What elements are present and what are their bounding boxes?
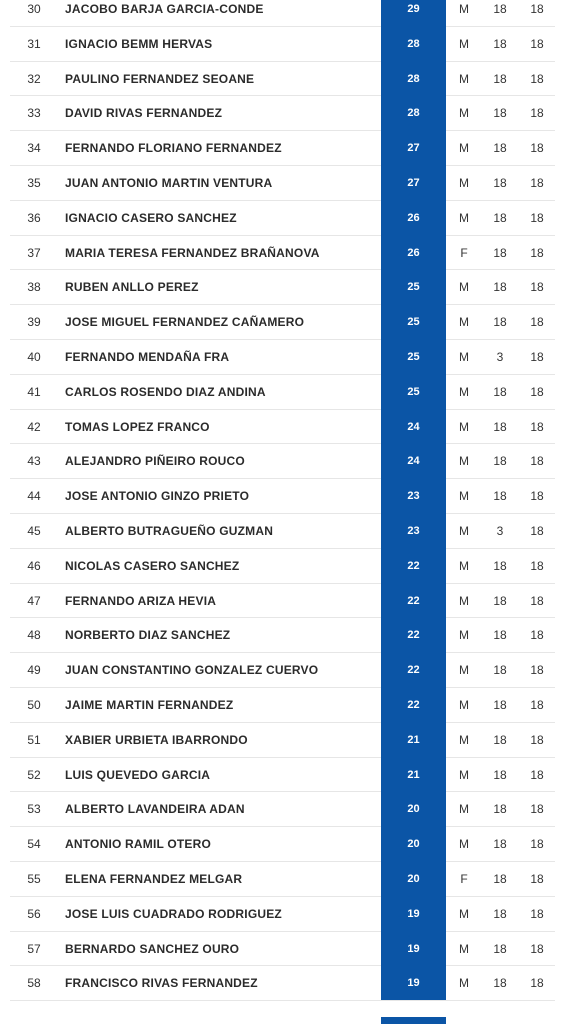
points-cell: 28 [381, 96, 446, 131]
player-name-cell: IGNACIO BEMM HERVAS [65, 36, 213, 51]
stat-b-cell: 18 [530, 106, 544, 121]
points-cell: 20 [381, 862, 446, 897]
stat-a-cell: 18 [493, 384, 507, 399]
position-cell: 58 [27, 976, 41, 991]
position-cell: 46 [27, 558, 41, 573]
position-cell: 35 [27, 175, 41, 190]
stat-b-cell: 18 [530, 36, 544, 51]
gender-cell: M [459, 941, 469, 956]
player-name-cell: JOSE LUIS CUADRADO RODRIGUEZ [65, 906, 282, 921]
gender-cell: M [459, 593, 469, 608]
position-cell: 49 [27, 663, 41, 678]
stat-a-cell: 3 [496, 523, 504, 538]
gender-cell: M [459, 767, 469, 782]
gender-cell: M [459, 71, 469, 86]
stat-a-cell: 18 [493, 106, 507, 121]
player-name-cell: FRANCISCO RIVAS FERNANDEZ [65, 976, 258, 991]
points-cell: 27 [381, 166, 446, 201]
points-cell: 22 [381, 584, 446, 619]
points-cell: 25 [381, 375, 446, 410]
stat-b-cell: 18 [530, 489, 544, 504]
table-row[interactable] [0, 0, 565, 27]
stat-b-cell: 18 [530, 558, 544, 573]
gender-cell: M [459, 175, 469, 190]
gender-cell: M [459, 315, 469, 330]
stat-a-cell: 18 [493, 906, 507, 921]
stat-a-cell: 18 [493, 280, 507, 295]
stat-b-cell: 18 [530, 175, 544, 190]
player-name-cell: FERNANDO ARIZA HEVIA [65, 593, 217, 608]
player-name-cell: ELENA FERNANDEZ MELGAR [65, 871, 243, 886]
stat-a-cell: 18 [493, 36, 507, 51]
table-row[interactable] [0, 201, 565, 236]
stat-a-cell: 18 [493, 419, 507, 434]
table-row[interactable] [0, 932, 565, 967]
position-cell: 32 [27, 71, 41, 86]
position-cell: 50 [27, 697, 41, 712]
table-row[interactable] [0, 584, 565, 619]
player-name-cell: ALBERTO BUTRAGUEÑO GUZMAN [65, 523, 274, 538]
points-cell: 25 [381, 305, 446, 340]
stat-a-cell: 18 [493, 2, 507, 16]
gender-cell: M [459, 489, 469, 504]
stat-b-cell: 18 [530, 941, 544, 956]
position-cell: 51 [27, 732, 41, 747]
stat-b-cell: 18 [530, 245, 544, 260]
player-name-cell: JAIME MARTIN FERNANDEZ [65, 697, 234, 712]
stat-a-cell: 18 [493, 663, 507, 678]
position-cell: 54 [27, 837, 41, 852]
stat-a-cell: 18 [493, 802, 507, 817]
points-cell: 19 [381, 932, 446, 967]
stat-b-cell: 18 [530, 280, 544, 295]
stat-b-cell: 18 [530, 837, 544, 852]
gender-cell: M [459, 906, 469, 921]
position-cell: 55 [27, 871, 41, 886]
stat-b-cell: 18 [530, 210, 544, 225]
stat-a-cell: 18 [493, 732, 507, 747]
position-cell: 37 [27, 245, 41, 260]
gender-cell: M [459, 384, 469, 399]
stat-a-cell: 18 [493, 837, 507, 852]
gender-cell: M [459, 732, 469, 747]
points-cell: 23 [381, 514, 446, 549]
stat-b-cell: 18 [530, 628, 544, 643]
stat-b-cell: 18 [530, 349, 544, 364]
stat-a-cell: 18 [493, 697, 507, 712]
player-name-cell: JOSE MIGUEL FERNANDEZ CAÑAMERO [65, 315, 305, 330]
position-cell: 33 [27, 106, 41, 121]
gender-cell: M [459, 802, 469, 817]
player-name-cell: CARLOS ROSENDO DIAZ ANDINA [65, 384, 266, 399]
points-column-tail [381, 1017, 446, 1024]
position-cell: 44 [27, 489, 41, 504]
table-row[interactable] [0, 723, 565, 758]
player-name-cell: FERNANDO FLORIANO FERNANDEZ [65, 141, 282, 156]
points-cell: 24 [381, 410, 446, 445]
gender-cell: M [459, 976, 469, 991]
player-name-cell: NICOLAS CASERO SANCHEZ [65, 558, 240, 573]
stat-a-cell: 18 [493, 454, 507, 469]
stat-b-cell: 18 [530, 315, 544, 330]
position-cell: 57 [27, 941, 41, 956]
table-row[interactable] [0, 96, 565, 131]
stat-a-cell: 18 [493, 141, 507, 156]
points-cell: 21 [381, 758, 446, 793]
stat-b-cell: 18 [530, 871, 544, 886]
points-cell: 27 [381, 131, 446, 166]
gender-cell: F [460, 871, 468, 886]
table-row[interactable] [0, 966, 565, 1001]
table-row[interactable] [0, 62, 565, 97]
stat-b-cell: 18 [530, 906, 544, 921]
table-row[interactable] [0, 270, 565, 305]
points-cell: 26 [381, 236, 446, 271]
position-cell: 56 [27, 906, 41, 921]
player-name-cell: NORBERTO DIAZ SANCHEZ [65, 628, 231, 643]
gender-cell: M [459, 419, 469, 434]
points-cell: 22 [381, 618, 446, 653]
stat-a-cell: 18 [493, 175, 507, 190]
stat-b-cell: 18 [530, 454, 544, 469]
gender-cell: M [459, 697, 469, 712]
points-cell: 28 [381, 27, 446, 62]
stat-b-cell: 18 [530, 71, 544, 86]
table-row[interactable] [0, 514, 565, 549]
position-cell: 42 [27, 419, 41, 434]
points-cell: 25 [381, 340, 446, 375]
player-name-cell: JACOBO BARJA GARCIA-CONDE [65, 2, 264, 16]
position-cell: 41 [27, 384, 41, 399]
stat-a-cell: 18 [493, 245, 507, 260]
player-name-cell: ALBERTO LAVANDEIRA ADAN [65, 802, 245, 817]
gender-cell: M [459, 106, 469, 121]
gender-cell: M [459, 837, 469, 852]
stat-b-cell: 18 [530, 802, 544, 817]
points-cell: 22 [381, 688, 446, 723]
position-cell: 45 [27, 523, 41, 538]
stat-b-cell: 18 [530, 767, 544, 782]
player-name-cell: JUAN ANTONIO MARTIN VENTURA [65, 175, 273, 190]
position-cell: 36 [27, 210, 41, 225]
table-row[interactable] [0, 618, 565, 653]
stat-a-cell: 3 [496, 349, 504, 364]
table-row[interactable] [0, 758, 565, 793]
table-row[interactable] [0, 27, 565, 62]
stat-b-cell: 18 [530, 697, 544, 712]
player-name-cell: IGNACIO CASERO SANCHEZ [65, 210, 237, 225]
gender-cell: M [459, 210, 469, 225]
stat-a-cell: 18 [493, 767, 507, 782]
player-name-cell: FERNANDO MENDAÑA FRA [65, 349, 230, 364]
points-cell: 25 [381, 270, 446, 305]
position-cell: 30 [27, 2, 41, 16]
gender-cell: M [459, 349, 469, 364]
table-row[interactable] [0, 410, 565, 445]
position-cell: 31 [27, 36, 41, 51]
gender-cell: M [459, 628, 469, 643]
stat-b-cell: 18 [530, 663, 544, 678]
stat-b-cell: 18 [530, 732, 544, 747]
points-cell: 26 [381, 201, 446, 236]
position-cell: 43 [27, 454, 41, 469]
player-name-cell: TOMAS LOPEZ FRANCO [65, 419, 210, 434]
player-name-cell: PAULINO FERNANDEZ SEOANE [65, 71, 255, 86]
player-name-cell: BERNARDO SANCHEZ OURO [65, 941, 240, 956]
points-cell: 20 [381, 792, 446, 827]
stat-b-cell: 18 [530, 141, 544, 156]
stat-a-cell: 18 [493, 976, 507, 991]
stat-a-cell: 18 [493, 871, 507, 886]
table-row[interactable] [0, 688, 565, 723]
points-cell: 23 [381, 479, 446, 514]
table-row[interactable] [0, 827, 565, 862]
gender-cell: M [459, 2, 469, 16]
player-name-cell: DAVID RIVAS FERNANDEZ [65, 106, 223, 121]
points-cell: 21 [381, 723, 446, 758]
stat-b-cell: 18 [530, 2, 544, 16]
table-row[interactable] [0, 375, 565, 410]
points-cell: 29 [381, 0, 446, 27]
gender-cell: M [459, 280, 469, 295]
stat-b-cell: 18 [530, 419, 544, 434]
stat-b-cell: 18 [530, 523, 544, 538]
stat-b-cell: 18 [530, 976, 544, 991]
gender-cell: M [459, 523, 469, 538]
stat-a-cell: 18 [493, 941, 507, 956]
position-cell: 38 [27, 280, 41, 295]
table-row[interactable] [0, 166, 565, 201]
table-row[interactable] [0, 549, 565, 584]
gender-cell: F [460, 245, 468, 260]
player-name-cell: XABIER URBIETA IBARRONDO [65, 732, 248, 747]
table-row[interactable] [0, 305, 565, 340]
stat-a-cell: 18 [493, 489, 507, 504]
player-name-cell: ALEJANDRO PIÑEIRO ROUCO [65, 454, 245, 469]
table-row[interactable] [0, 236, 565, 271]
stat-a-cell: 18 [493, 315, 507, 330]
table-row[interactable] [0, 897, 565, 932]
stat-b-cell: 18 [530, 384, 544, 399]
table-row[interactable] [0, 479, 565, 514]
gender-cell: M [459, 663, 469, 678]
table-row[interactable] [0, 792, 565, 827]
position-cell: 48 [27, 628, 41, 643]
gender-cell: M [459, 558, 469, 573]
player-name-cell: ANTONIO RAMIL OTERO [65, 837, 212, 852]
table-row[interactable] [0, 340, 565, 375]
stat-a-cell: 18 [493, 71, 507, 86]
table-row[interactable] [0, 444, 565, 479]
points-cell: 20 [381, 827, 446, 862]
table-row[interactable] [0, 862, 565, 897]
player-name-cell: JOSE ANTONIO GINZO PRIETO [65, 489, 250, 504]
gender-cell: M [459, 454, 469, 469]
position-cell: 52 [27, 767, 41, 782]
position-cell: 39 [27, 315, 41, 330]
points-cell: 19 [381, 966, 446, 1001]
stat-a-cell: 18 [493, 593, 507, 608]
points-cell: 24 [381, 444, 446, 479]
stat-a-cell: 18 [493, 628, 507, 643]
gender-cell: M [459, 141, 469, 156]
position-cell: 34 [27, 141, 41, 156]
gender-cell: M [459, 36, 469, 51]
points-cell: 28 [381, 62, 446, 97]
player-name-cell: MARIA TERESA FERNANDEZ BRAÑANOVA [65, 245, 320, 260]
position-cell: 53 [27, 802, 41, 817]
points-cell: 22 [381, 653, 446, 688]
stat-a-cell: 18 [493, 558, 507, 573]
player-name-cell: RUBEN ANLLO PEREZ [65, 280, 199, 295]
position-cell: 40 [27, 349, 41, 364]
stat-a-cell: 18 [493, 210, 507, 225]
table-row[interactable] [0, 653, 565, 688]
stat-b-cell: 18 [530, 593, 544, 608]
player-name-cell: JUAN CONSTANTINO GONZALEZ CUERVO [65, 663, 319, 678]
points-cell: 19 [381, 897, 446, 932]
table-row[interactable] [0, 131, 565, 166]
position-cell: 47 [27, 593, 41, 608]
points-cell: 22 [381, 549, 446, 584]
player-name-cell: LUIS QUEVEDO GARCIA [65, 767, 211, 782]
